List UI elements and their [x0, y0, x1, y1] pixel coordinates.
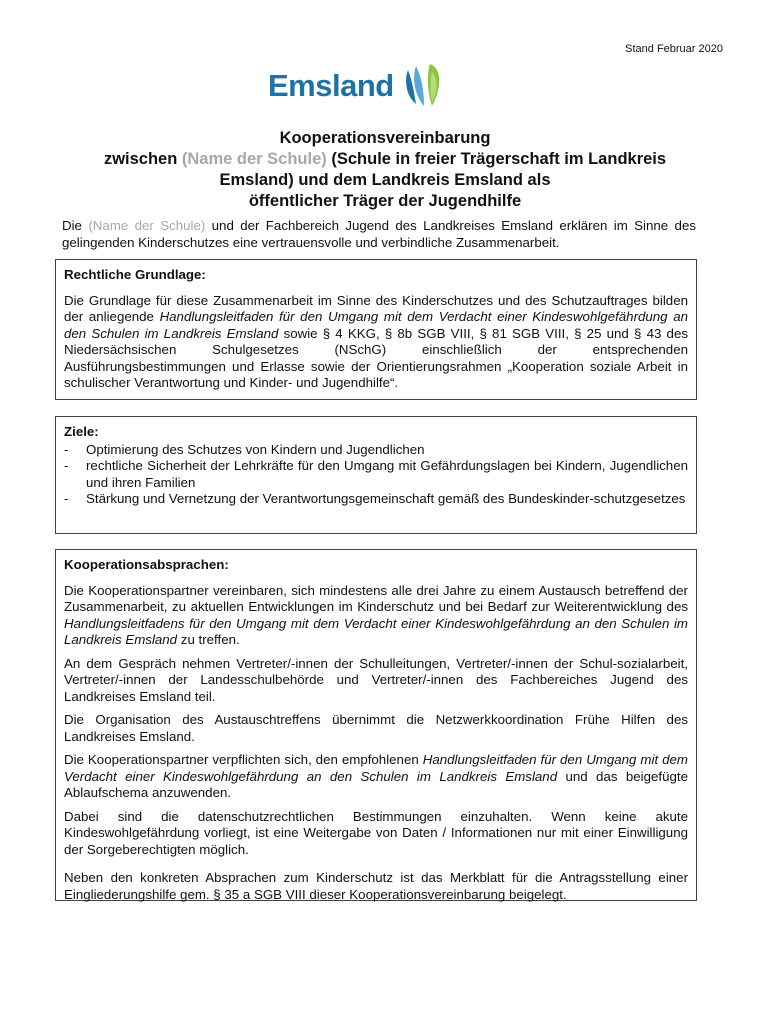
emsland-logo — [268, 60, 448, 112]
goals-list — [64, 442, 688, 508]
legal-basis-box — [55, 259, 697, 400]
document-date: Stand Februar 2020 — [625, 43, 723, 55]
cooperation-paragraph-6: Neben den konkreten Absprachen zum Kinderschutz ist das Merkblatt für die Antragsstellung einer Eingliederungshilfe gem. § 35 a SGB VIII dieser Kooperationsvereinbarung beigelegt. — [64, 870, 688, 902]
cooperation-paragraph-4 — [64, 752, 688, 802]
legal-text-a: Die Grundlage für diese Zusammenarbeit im Sinne des Kinderschutzes und des Schutzauftrages bilden der anliegende — [64, 292, 688, 324]
intro-paragraph — [62, 217, 696, 251]
cooperation-paragraph-1 — [64, 583, 688, 649]
cooperation-paragraph-5: Dabei sind die datenschutzrechtlichen Bestimmungen einzuhalten. Wenn keine akute Kindeswohlgefährdung vorliegt, ist eine Weitergabe von Daten / Informationen nur mit einer Einwilligung der Sorgeberechtigten möglich. — [64, 808, 688, 857]
legal-basis-text — [64, 293, 688, 392]
goals-box — [55, 416, 697, 534]
cooperation-p1-text-a: Die Kooperationspartner vereinbaren, sich mindestens alle drei Jahre zu einem Austausch betreffend der Zusammenarbeit, zu aktuellen Entwicklungen im Kinderschutz und bei Bedarf zur Weiterentwicklung des — [64, 582, 688, 614]
cooperation-p1-text-b: zu treffen. — [180, 632, 240, 647]
cooperation-p4-text-a: Die Kooperationspartner verpflichten sich, den empfohlenen — [64, 752, 419, 767]
logo-text: Emsland — [268, 68, 394, 103]
intro-school-placeholder: (Name der Schule) — [88, 218, 206, 233]
title-line-3: Emsland) und dem Landkreis Emsland als — [219, 171, 551, 189]
goals-heading: Ziele: — [64, 424, 99, 439]
goal-item: - rechtliche Sicherheit der Lehrkräfte für den Umgang mit Gefährdungslagen bei Kindern, Jugendlichen und ihren Familien — [64, 458, 688, 491]
legal-basis-heading: Rechtliche Grundlage: — [64, 267, 206, 282]
cooperation-paragraph-3: Die Organisation des Austauschtreffens übernimmt die Netzwerkkoordination Frühe Hilfen des Landkreises Emsland. — [64, 712, 688, 744]
cooperation-p4-guideline-title: Handlungsleitfaden für den Umgang mit dem Verdacht einer Kindeswohlgefährdung an den Schulen im Landkreis Emsland — [64, 752, 688, 784]
title-line-2-rest: (Schule in freier Trägerschaft im Landkreis — [331, 150, 667, 168]
legal-guideline-title: Handlungsleitfaden für den Umgang mit dem Verdacht einer Kindeswohlgefährdung an den Schulen im Landkreis Emsland — [64, 309, 688, 341]
goal-item: - Optimierung des Schutzes von Kindern und Jugendlichen — [64, 442, 688, 459]
logo-leaf-icon — [402, 62, 442, 110]
cooperation-p1-guideline-title: Handlungsleitfadens für den Umgang mit dem Verdacht einer Kindeswohlgefährdung an den Schulen im Landkreis Emsland — [64, 615, 688, 647]
intro-prefix: Die — [62, 218, 82, 233]
cooperation-box — [55, 549, 697, 901]
goal-item: - Stärkung und Vernetzung der Verantwortungsgemeinschaft gemäß des Bundeskinder-schutzgesetzes — [64, 491, 688, 508]
legal-text-b: sowie § 4 KKG, § 8b SGB VIII, § 81 SGB VIII, § 25 und § 43 des Niedersächsischen Schulgesetzes (NSchG) einschließlich der entsprechenden Ausführungsbestimmungen und Erlasse sowie der Orientierungsrahmen „Kooperation soziale Arbeit in schulischer Verantwortung und Kinder- und Jugendhilfe“. — [64, 325, 688, 390]
intro-text: und der Fachbereich Jugend des Landkreises Emsland erklären im Sinne des gelingenden Kinderschutzes eine vertrauensvolle und verbindliche Zusammenarbeit. — [62, 218, 696, 250]
cooperation-p4-text-b: und das beigefügte Ablaufschema anzuwenden. — [64, 768, 688, 800]
title-school-placeholder: (Name der Schule) — [181, 150, 327, 168]
cooperation-heading: Kooperationsabsprachen: — [64, 557, 229, 572]
document-title — [60, 128, 710, 212]
cooperation-paragraph-2: An dem Gespräch nehmen Vertreter/-innen der Schulleitungen, Vertreter/-innen der Schul-sozialarbeit, Vertreter/-innen der Landesschulbehörde und Vertreter/-innen des Fachbereiches Jugend des Landkreises Emsland teil. — [64, 655, 688, 704]
title-prefix: zwischen — [103, 150, 178, 168]
title-line-1: Kooperationsvereinbarung — [279, 129, 491, 147]
title-line-4: öffentlicher Träger der Jugendhilfe — [248, 192, 522, 210]
title-line-2 — [60, 149, 710, 170]
